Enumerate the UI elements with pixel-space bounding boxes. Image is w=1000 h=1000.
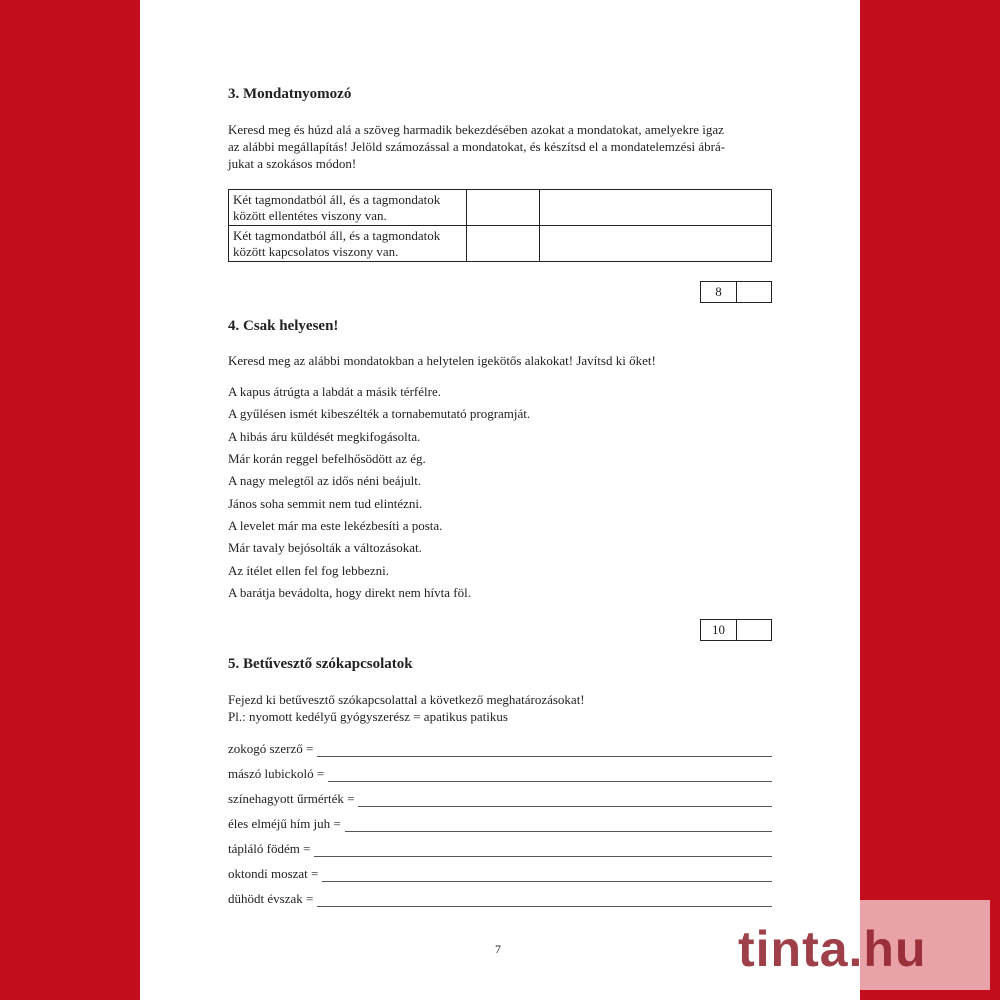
answer-cell-number[interactable] <box>467 226 540 262</box>
earned-score-field[interactable] <box>737 282 771 302</box>
sentence-item: A hibás áru küldését megkifogásolta. <box>228 429 421 444</box>
fill-in-item <box>228 891 772 907</box>
analysis-table <box>228 189 772 262</box>
table-cell-label: Két tagmondatból áll, és a tagmondatok között kapcsolatos viszony van. <box>229 226 467 262</box>
answer-line[interactable] <box>345 818 772 832</box>
fill-in-label: éles elméjű hím juh = <box>228 816 341 831</box>
table-row <box>229 190 772 226</box>
answer-line[interactable] <box>358 793 772 807</box>
section5-example: Pl.: nyomott kedélyű gyógyszerész = apatikus patikus <box>228 709 508 724</box>
fill-in-item <box>228 841 772 857</box>
earned-score-field[interactable] <box>737 620 771 640</box>
answer-cell-diagram[interactable] <box>540 190 772 226</box>
max-score: 10 <box>701 620 737 640</box>
section4-instruction: Keresd meg az alábbi mondatokban a helytelen igekötős alakokat! Javítsd ki őket! <box>228 353 656 368</box>
fill-in-item <box>228 866 772 882</box>
fill-in-item <box>228 791 772 807</box>
answer-cell-number[interactable] <box>467 190 540 226</box>
fill-in-label: oktondi moszat = <box>228 866 319 881</box>
section3-title: 3. Mondatnyomozó <box>228 86 352 102</box>
answer-line[interactable] <box>322 868 772 882</box>
table-row <box>229 226 772 262</box>
fill-in-item <box>228 741 772 757</box>
sentence-item: János soha semmit nem tud elintézni. <box>228 496 423 511</box>
page-number: 7 <box>495 942 501 956</box>
section5-instruction: Fejezd ki betűvesztő szókapcsolattal a következő meghatározásokat! <box>228 692 585 707</box>
sentence-item: Az ítélet ellen fel fog lebbezni. <box>228 563 389 578</box>
score-box-section3 <box>700 281 772 303</box>
sentence-item: A kapus átrúgta a labdát a másik térfélre. <box>228 384 441 399</box>
fill-in-item <box>228 766 772 782</box>
score-box-section4 <box>700 619 772 641</box>
answer-line[interactable] <box>317 743 772 757</box>
sentence-item: A levelet már ma este lekézbesíti a posta. <box>228 518 443 533</box>
section5-title: 5. Betűvesztő szókapcsolatok <box>228 656 413 672</box>
sentence-item: A gyűlésen ismét kibeszélték a tornabemutató programját. <box>228 406 531 421</box>
answer-line[interactable] <box>328 768 772 782</box>
fill-in-label: színehagyott űrmérték = <box>228 791 355 806</box>
answer-line[interactable] <box>317 893 772 907</box>
fill-in-label: dühödt évszak = <box>228 891 314 906</box>
publisher-logo: tinta.hu <box>738 921 927 977</box>
answer-cell-diagram[interactable] <box>540 226 772 262</box>
sentence-item: A barátja bevádolta, hogy direkt nem hívta föl. <box>228 585 471 600</box>
table-cell-label: Két tagmondatból áll, és a tagmondatok között ellentétes viszony van. <box>229 190 467 226</box>
fill-in-label: mászó lubickoló = <box>228 766 325 781</box>
fill-in-label: tápláló födém = <box>228 841 311 856</box>
answer-line[interactable] <box>314 843 772 857</box>
sentence-item: Már korán reggel befelhősödött az ég. <box>228 451 426 466</box>
section3-instructions: Keresd meg és húzd alá a szöveg harmadik bekezdésében azokat a mondatokat, amelyekre igaz az alábbi megállapítás! Jelöld számozással a mondatokat, és készítsd el a mondatelemzési ábrá- jukat a szokásos módon! <box>228 122 726 171</box>
max-score: 8 <box>701 282 737 302</box>
fill-in-label: zokogó szerző = <box>228 741 314 756</box>
section4-title: 4. Csak helyesen! <box>228 318 339 334</box>
fill-in-item <box>228 816 772 832</box>
sentence-item: Már tavaly bejósolták a változásokat. <box>228 540 422 555</box>
sentence-item: A nagy melegtől az idős néni beájult. <box>228 473 422 488</box>
